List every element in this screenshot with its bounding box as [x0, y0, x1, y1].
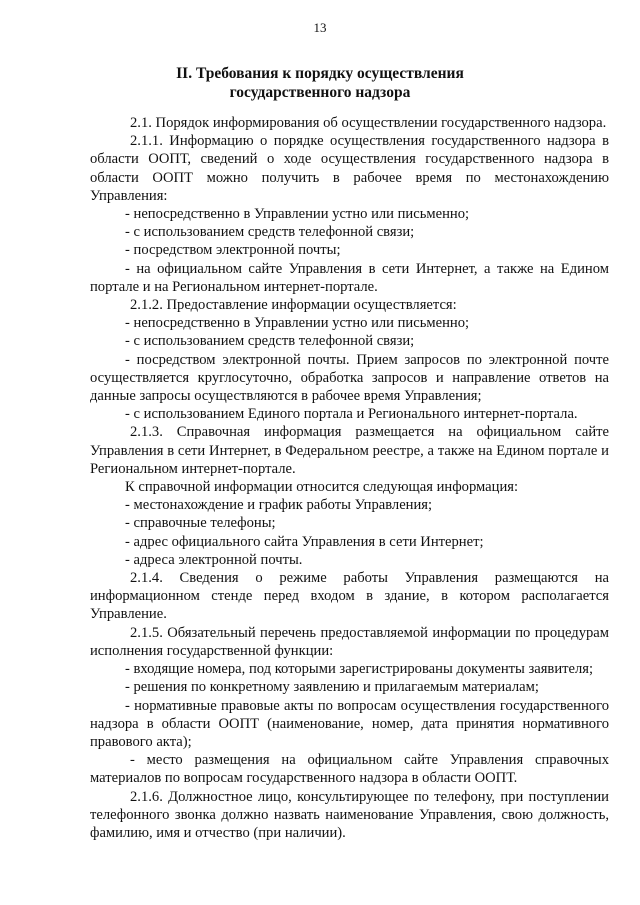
list-item: - адреса электронной почты.: [125, 551, 303, 568]
list-item: - с использованием Единого портала и Регионального интернет-портала.: [125, 406, 578, 423]
list-item: - справочные телефоны;: [125, 515, 276, 532]
section-heading-line-2: государственного надзора: [229, 84, 411, 101]
paragraph-2-1-2: 2.1.2. Предоставление информации осуществляется:: [130, 297, 457, 314]
paragraph-2-1-3: 2.1.3. Справочная информация размещается на официальном сайте Управления в сети Интернет, в Федеральном реестре, а также на Едином портале и Региональном интернет-портале.: [90, 424, 609, 477]
list-item: - с использованием средств телефонной связи;: [125, 333, 415, 350]
list-item: - местонахождение и график работы Управления;: [125, 497, 433, 514]
list-item: - посредством электронной почты;: [125, 242, 341, 259]
list-item: - на официальном сайте Управления в сети Интернет, а также на Едином портале и на Региональном интернет-портале.: [90, 260, 609, 295]
list-item: - место размещения на официальном сайте Управления справочных материалов по вопросам государственного надзора в области ООПТ.: [90, 752, 609, 787]
list-item: - решения по конкретному заявлению и прилагаемым материалам;: [125, 679, 539, 696]
list-item: - адрес официального сайта Управления в сети Интернет;: [125, 533, 484, 550]
paragraph: К справочной информации относится следующая информация:: [125, 479, 519, 496]
paragraph-2-1-4: 2.1.4. Сведения о режиме работы Управления размещаются на информационном стенде перед входом в здание, в котором располагается Управление.: [90, 570, 609, 623]
page-number: 13: [313, 20, 327, 35]
list-item: - посредством электронной почты. Прием запросов по электронной почте осуществляется круглосуточно, обработка запросов и направление ответов на данные запросы осуществляются в рабочее время Управления;: [90, 351, 609, 405]
list-item: - непосредственно в Управлении устно или письменно;: [125, 206, 470, 223]
document-body: [90, 114, 609, 842]
list-item: - нормативные правовые акты по вопросам осуществления государственного надзора в области ООПТ (наименование, номер, дата принятия нормативного правового акта);: [90, 697, 609, 750]
list-item: - непосредственно в Управлении устно или письменно;: [125, 315, 470, 332]
paragraph-2-1-5: 2.1.5. Обязательный перечень предоставляемой информации по процедурам исполнения государственной функции:: [90, 624, 609, 659]
paragraph-2-1-1: 2.1.1. Информацию о порядке осуществления государственного надзора в области ООПТ, сведений о ходе осуществления государственного надзора в области ООПТ можно получить в рабочее время по местонахождению Управления:: [90, 133, 609, 204]
paragraph-2-1-6: 2.1.6. Должностное лицо, консультирующее по телефону, при поступлении телефонного звонка должно назвать наименование Управления, свою должность, фамилию, имя и отчество (при наличии).: [90, 788, 609, 841]
paragraph-2-1: 2.1. Порядок информирования об осуществлении государственного надзора.: [130, 115, 607, 131]
list-item: - входящие номера, под которыми зарегистрированы документы заявителя;: [125, 661, 594, 678]
section-heading: [0, 64, 640, 102]
list-item: - с использованием средств телефонной связи;: [125, 224, 415, 241]
section-heading-line-1: II. Требования к порядку осуществления: [176, 65, 464, 82]
